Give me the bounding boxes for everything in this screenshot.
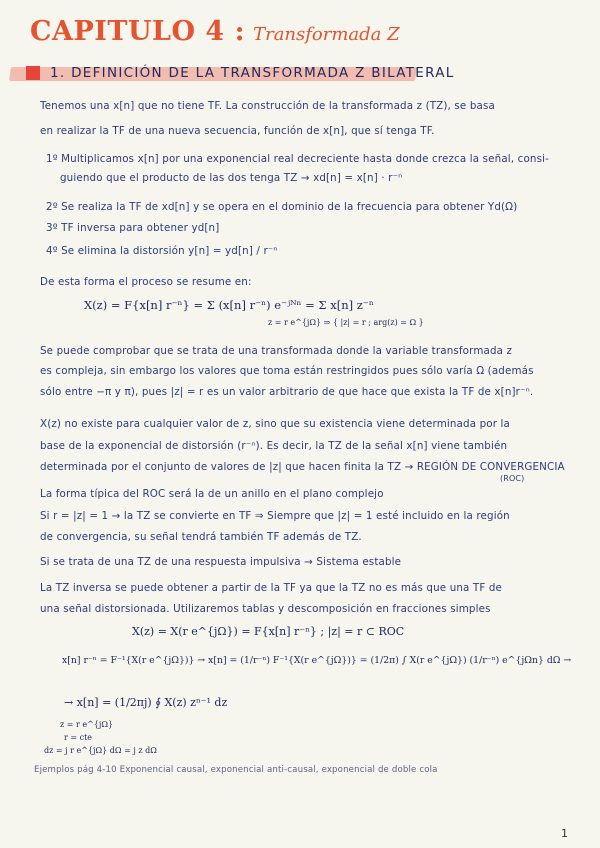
text-line: 2º Se realiza la TF de xd[n] y se opera en el dominio de la frecuencia para obtener Yd(Ω) xyxy=(46,201,518,213)
equation: → x[n] = (1/2πj) ∮ X(z) zⁿ⁻¹ dz xyxy=(64,696,228,709)
text-line: Si se trata de una TZ de una respuesta impulsiva → Sistema estable xyxy=(40,556,402,568)
text-line: Se puede comprobar que se trata de una transformada donde la variable transformada z xyxy=(40,345,513,357)
text-line: sólo entre −π y π), pues |z| = r es un valor arbitrario de que hace que exista la TF de x[n]r⁻ⁿ. xyxy=(40,386,534,398)
equation: X(z) = F{x[n] r⁻ⁿ} = Σ (x[n] r⁻ⁿ) e⁻ʲᴺⁿ = Σ x[n] z⁻ⁿ xyxy=(84,298,374,312)
equation: x[n] r⁻ⁿ = F⁻¹{X(r e^{jΩ})} → x[n] = (1/r⁻ⁿ) F⁻¹{X(r e^{jΩ})} = (1/2π) ∫ X(r e^{jΩ}) (1/r⁻ⁿ) e^{jΩn} dΩ → xyxy=(62,655,572,666)
roc-label: (ROC) xyxy=(500,474,525,483)
text-line: X(z) no existe para cualquier valor de z, sino que su existencia viene determinada por la xyxy=(40,418,510,430)
equation: X(z) = X(r e^{jΩ}) = F{x[n] r⁻ⁿ} ; |z| = r ⊂ ROC xyxy=(132,625,405,638)
text-line: 3º TF inversa para obtener yd[n] xyxy=(46,222,220,234)
chapter-heading xyxy=(30,16,400,52)
equation-note: z = r e^{jΩ} ⇒ { |z| = r ; arg(z) = Ω } xyxy=(268,318,424,327)
examples-line: Ejemplos pág 4-10 Exponencial causal, exponencial anti-causal, exponencial de doble cola xyxy=(34,765,438,775)
section-title: 1. DEFINICIÓN DE LA TRANSFORMADA Z BILATERAL xyxy=(50,65,455,81)
text-line: 1º Multiplicamos x[n] por una exponencial real decreciente hasta donde crezca la señal, consi- xyxy=(46,153,549,165)
text-line: Tenemos una x[n] que no tiene TF. La construcción de la transformada z (TZ), se basa xyxy=(40,100,495,112)
text-line: base de la exponencial de distorsión (r⁻ⁿ). Es decir, la TZ de la señal x[n] viene también xyxy=(40,440,508,452)
equation-note: r = cte xyxy=(64,733,93,742)
text-line: determinada por el conjunto de valores de |z| que hacen finita la TZ → REGIÓN DE CONVERGENCIA xyxy=(40,461,565,473)
section-square-icon xyxy=(26,66,40,80)
text-line: 4º Se elimina la distorsión y[n] = yd[n] / r⁻ⁿ xyxy=(46,245,278,257)
text-line: La TZ inversa se puede obtener a partir de la TF ya que la TZ no es más que una TF de xyxy=(40,582,503,594)
text-line: guiendo que el producto de las dos tenga TZ → xd[n] = x[n] · r⁻ⁿ xyxy=(60,172,403,184)
section-header xyxy=(10,63,455,83)
text-line: De esta forma el proceso se resume en: xyxy=(40,276,252,288)
page-number: 1 xyxy=(561,827,568,840)
text-line: en realizar la TF de una nueva secuencia, función de x[n], que sí tenga TF. xyxy=(40,125,435,137)
text-line: es compleja, sin embargo los valores que toma están restringidos pues sólo varía Ω (además xyxy=(40,365,534,377)
chapter-subtitle: Transformada Z xyxy=(253,24,400,45)
text-line: de convergencia, su señal tendrá también TF además de TZ. xyxy=(40,531,362,543)
equation-note: dz = j r e^{jΩ} dΩ = j z dΩ xyxy=(44,746,157,755)
equation-note: z = r e^{jΩ} xyxy=(60,720,114,729)
chapter-title: CAPITULO 4 : xyxy=(30,16,246,47)
text-line: una señal distorsionada. Utilizaremos tablas y descomposición en fracciones simples xyxy=(40,603,491,615)
text-line: La forma típica del ROC será la de un anillo en el plano complejo xyxy=(40,488,384,500)
text-line: Si r = |z| = 1 → la TZ se convierte en TF ⇒ Siempre que |z| = 1 esté incluido en la región xyxy=(40,510,510,522)
